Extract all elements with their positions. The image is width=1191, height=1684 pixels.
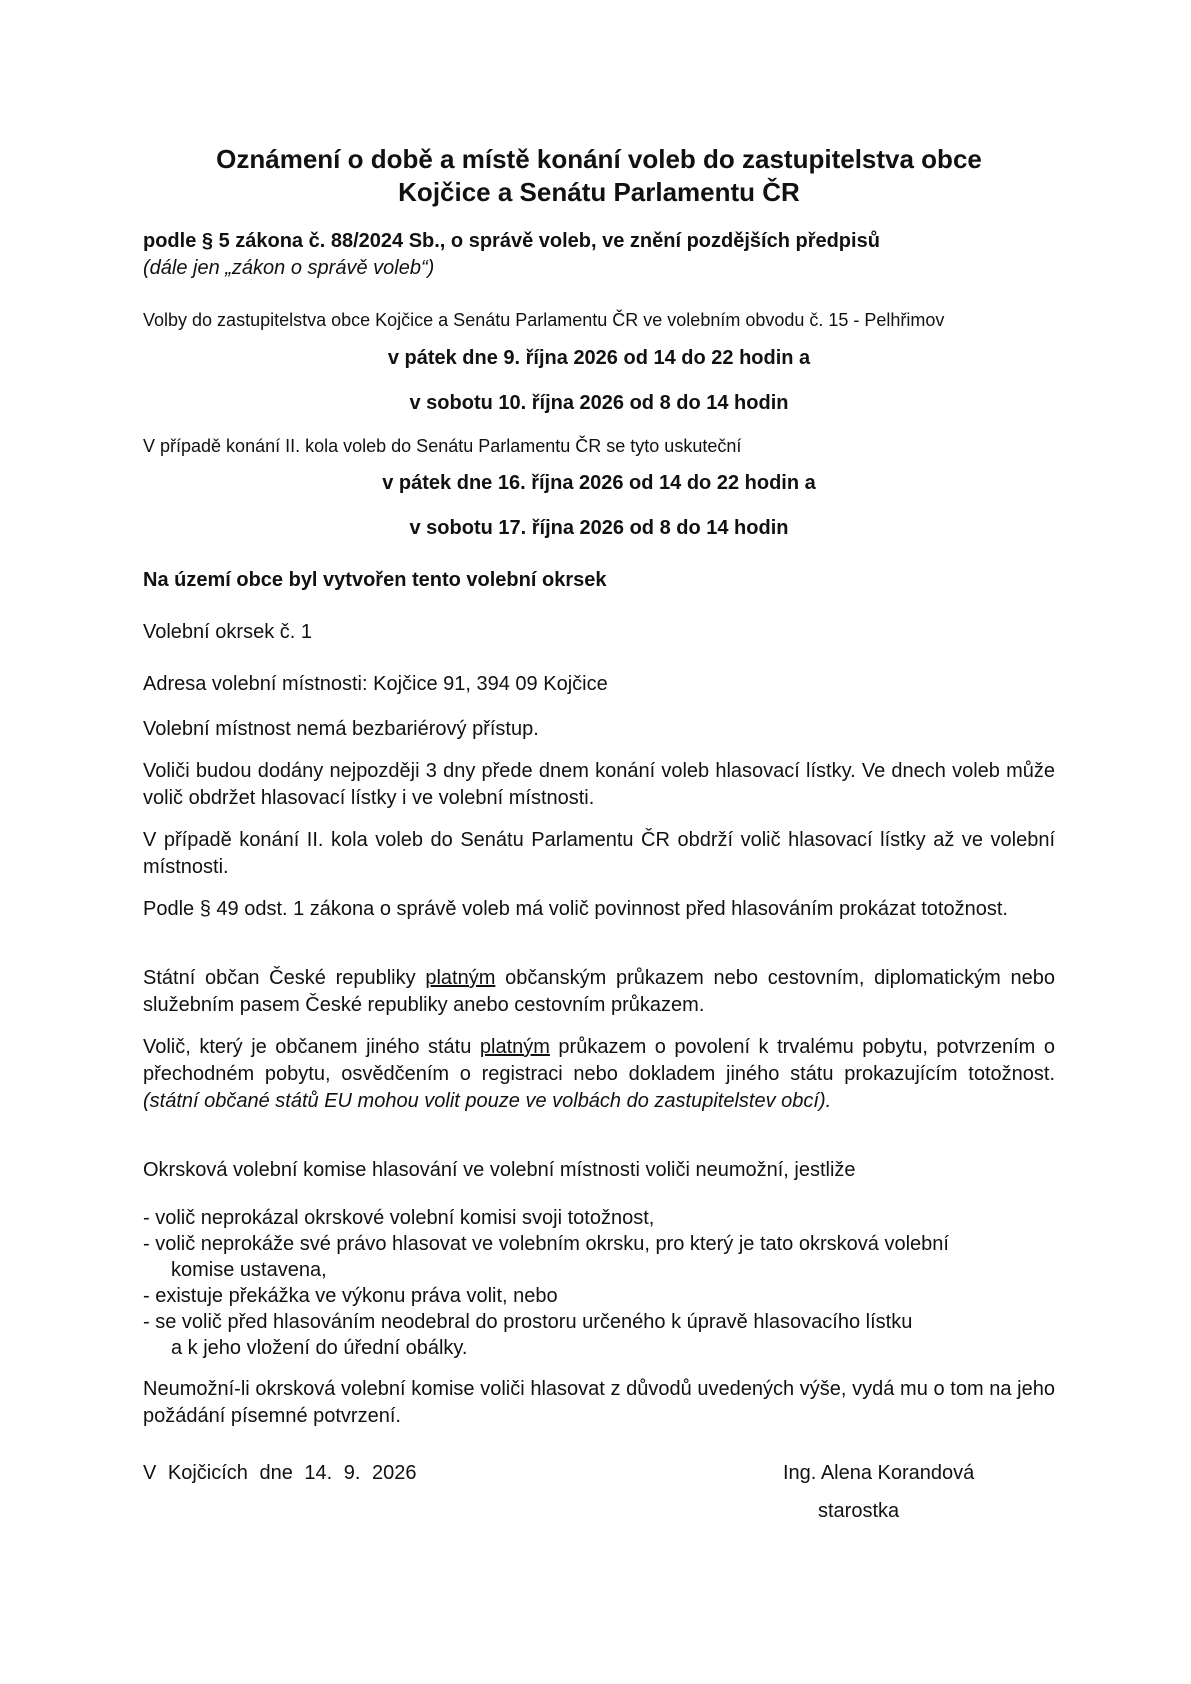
round2-ballots-paragraph: V případě konání II. kola voleb do Senátu Parlamentu ČR obdrží volič hlasovací lístky až ve volební místnosti. — [143, 829, 1055, 878]
foreign-paragraph — [143, 1034, 1055, 1115]
list-item: - existuje překážka ve výkonu práva volit, nebo — [143, 1285, 558, 1307]
election-intro: Volby do zastupitelstva obce Kojčice a Senátu Parlamentu ČR ve volebním obvodu č. 15 - Pelhřimov — [143, 310, 945, 330]
signatory-name: Ing. Alena Korandová — [783, 1462, 975, 1484]
refusal-intro: Okrsková volební komise hlasování ve volební místnosti voliči neumožní, jestliže — [143, 1159, 856, 1181]
polling-address: Adresa volební místnosti: Kojčice 91, 394 09 Kojčice — [143, 673, 608, 695]
accessibility-note: Volební místnost nemá bezbariérový přístup. — [143, 718, 539, 740]
round2-date-2: v sobotu 17. října 2026 od 8 do 14 hodin — [409, 517, 789, 539]
foreign-italic-note: (státní občané států EU mohou volit pouze ve volbách do zastupitelstev obcí). — [143, 1090, 832, 1112]
citizen-paragraph — [143, 965, 1055, 1019]
ballots-paragraph: Voliči budou dodány nejpozději 3 dny přede dnem konání voleb hlasovací lístky. Ve dnech voleb může volič obdržet hlasovací lístky i ve volební místnosti. — [143, 760, 1055, 809]
citizen-underlined: platným — [425, 967, 496, 989]
election-date-1: v pátek dne 9. října 2026 od 14 do 22 hodin a — [387, 347, 811, 369]
round2-date-1: v pátek dne 16. října 2026 od 14 do 22 hodin a — [382, 472, 816, 494]
district-number: Volební okrsek č. 1 — [143, 621, 312, 643]
refusal-conditions-list — [143, 1205, 1055, 1361]
list-item: - se volič před hlasováním neodebral do prostoru určeného k úpravě hlasovacího lístku a k jeho vložení do úřední obálky. — [143, 1311, 913, 1359]
title-line-2: Kojčice a Senátu Parlamentu ČR — [398, 177, 800, 207]
citizen-text-b: občanským průkazem nebo cestovním, diplomatickým nebo služebním pasem České republiky anebo cestovním průkazem. — [143, 967, 1056, 1016]
title-line-1: Oznámení o době a místě konání voleb do zastupitelstva obce — [216, 144, 982, 174]
legal-note: (dále jen „zákon o správě voleb“) — [143, 257, 435, 279]
list-item: - volič neprokáže své právo hlasovat ve volebním okrsku, pro který je tato okrsková volební komise ustavena, — [143, 1233, 949, 1281]
legal-basis: podle § 5 zákona č. 88/2024 Sb., o správě voleb, ve znění pozdějších předpisů — [143, 230, 880, 252]
foreign-text-a: Volič, který je občanem jiného státu — [143, 1036, 480, 1058]
district-heading: Na území obce byl vytvořen tento volební okrsek — [143, 569, 607, 591]
document-title — [143, 143, 1055, 209]
place-and-date: V Kojčicích dne 14. 9. 2026 — [143, 1462, 417, 1484]
signatory-role: starostka — [818, 1500, 900, 1522]
election-date-2: v sobotu 10. října 2026 od 8 do 14 hodin — [409, 392, 789, 414]
refusal-outro: Neumožní-li okrsková volební komise voliči hlasovat z důvodů uvedených výše, vydá mu o tom na jeho požádání písemné potvrzení. — [143, 1378, 1055, 1427]
identity-paragraph: Podle § 49 odst. 1 zákona o správě voleb má volič povinnost před hlasováním prokázat totožnost. — [143, 898, 1008, 920]
citizen-text-a: Státní občan České republiky — [143, 967, 426, 989]
foreign-underlined: platným — [479, 1036, 550, 1058]
list-item: - volič neprokázal okrskové volební komisi svoji totožnost, — [143, 1207, 655, 1229]
foreign-text-b: průkazem o povolení k trvalému pobytu, potvrzením o přechodném pobytu, osvědčením o registraci nebo dokladem jiného státu prokazujícím totožnost. — [143, 1036, 1055, 1085]
round2-intro: V případě konání II. kola voleb do Senátu Parlamentu ČR se tyto uskuteční — [143, 436, 742, 456]
